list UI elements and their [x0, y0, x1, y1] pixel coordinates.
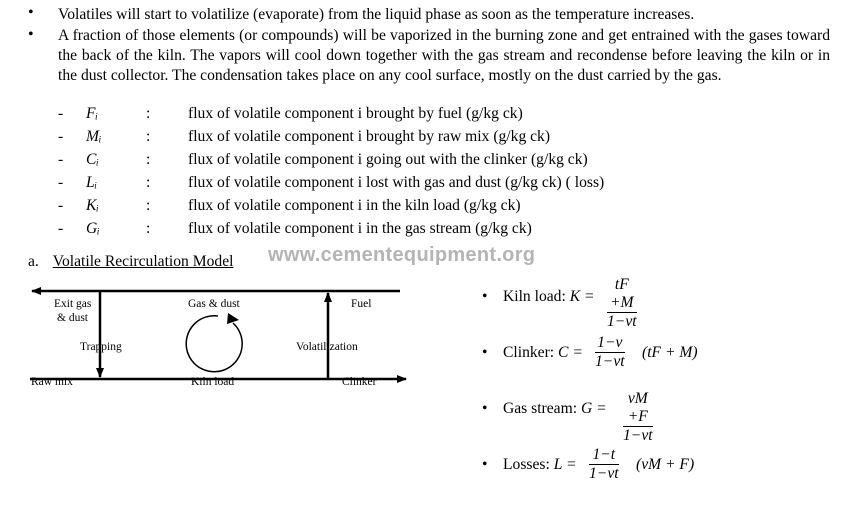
dash: - [58, 197, 64, 214]
dash: - [58, 128, 64, 145]
watermark: www.cementequipment.org [268, 244, 536, 266]
definition-text: flux of volatile component i in the kiln load (g/kg ck) [188, 197, 521, 214]
equation-lhs: K = [569, 288, 595, 305]
symbol-k: Kᵢ [86, 197, 99, 214]
symbol-g: Gᵢ [86, 220, 100, 237]
symbol-m: Mᵢ [86, 128, 102, 145]
bullet-marker: • [28, 26, 34, 43]
fraction-denominator: 1−vt [595, 353, 625, 370]
recirculation-diagram [28, 278, 408, 403]
label-exit-gas: Exit gas [54, 298, 92, 310]
paragraph-volatiles: Volatiles will start to volatilize (evaporate) from the liquid phase as soon as the temperature increases. [58, 6, 695, 23]
colon: : [146, 105, 151, 122]
definition-text: flux of volatile component i in the gas stream (g/kg ck) [188, 220, 532, 237]
equation-tail: (vM + F) [636, 456, 695, 473]
equation-label: Clinker: [503, 344, 555, 361]
label-and-dust: & dust [57, 312, 88, 324]
symbol-l: Lᵢ [86, 174, 98, 191]
definition-text: flux of volatile component i brought by raw mix (g/kg ck) [188, 128, 551, 145]
dash: - [58, 105, 64, 122]
bullet-marker: • [482, 456, 488, 473]
label-volatilization: Volatilization [296, 341, 358, 353]
equation-label: Gas stream: [503, 400, 578, 417]
equation-lhs: G = [580, 400, 607, 417]
equation-tail: (tF + M) [642, 344, 698, 361]
section-title: Volatile Recirculation Model [52, 253, 234, 270]
equation-lhs: L = [553, 456, 577, 473]
equation-lhs: C = [558, 344, 583, 361]
section-letter: a. [28, 253, 39, 270]
label-gas-dust: Gas & dust [188, 298, 240, 310]
dash: - [58, 174, 64, 191]
equation-name [503, 456, 577, 474]
fraction [623, 390, 653, 445]
paragraph-fraction: A fraction of those elements (or compounds) will be vaporized in the burning zone and get entrained with the gases toward the back of the kiln. The vapors will cool down together with the gas stream and recondense before leaving the kiln or in the dust collector. The condensation takes place on any cool surface, mostly on the dust carried by the gas. [58, 27, 830, 84]
colon: : [146, 197, 151, 214]
colon: : [146, 220, 151, 237]
colon: : [146, 151, 151, 168]
symbol-f: Fᵢ [86, 105, 98, 122]
label-clinker: Clinker [342, 376, 377, 388]
definition-text: flux of volatile component i brought by fuel (g/kg ck) [188, 105, 523, 122]
equation-label: Losses: [503, 456, 550, 473]
bullet-marker: • [482, 400, 488, 417]
equation-name [503, 288, 595, 306]
colon: : [146, 128, 151, 145]
fraction [589, 446, 619, 483]
fraction-denominator: 1−vt [623, 427, 653, 444]
fraction-numerator: vM +F [623, 390, 653, 427]
fraction-numerator: 1−v [595, 334, 625, 353]
definition-text: flux of volatile component i lost with gas and dust (g/kg ck) ( loss) [188, 174, 605, 191]
fraction [595, 334, 625, 371]
fraction-denominator: 1−vt [589, 465, 619, 482]
fraction [607, 276, 637, 331]
equation-name [503, 400, 607, 418]
label-fuel: Fuel [351, 298, 372, 310]
section-heading [28, 253, 233, 271]
bullet-marker: • [482, 288, 488, 305]
equation-name [503, 344, 583, 362]
fraction-numerator: tF +M [607, 276, 637, 313]
definition-text: flux of volatile component i going out with the clinker (g/kg ck) [188, 151, 588, 168]
dash: - [58, 151, 64, 168]
label-trapping: Trapping [80, 341, 122, 353]
bullet-marker: • [28, 4, 34, 21]
label-raw-mix: Raw mix [31, 376, 73, 388]
recirculation-circle [186, 316, 242, 372]
label-kiln-load: Kiln load [191, 376, 235, 388]
bullet-marker: • [482, 344, 488, 361]
recirculation-arrowhead [227, 313, 239, 324]
equation-label: Kiln load: [503, 288, 566, 305]
symbol-c: Cᵢ [86, 151, 99, 168]
fraction-numerator: 1−t [589, 446, 619, 465]
colon: : [146, 174, 151, 191]
fraction-denominator: 1−vt [607, 313, 637, 330]
dash: - [58, 220, 64, 237]
